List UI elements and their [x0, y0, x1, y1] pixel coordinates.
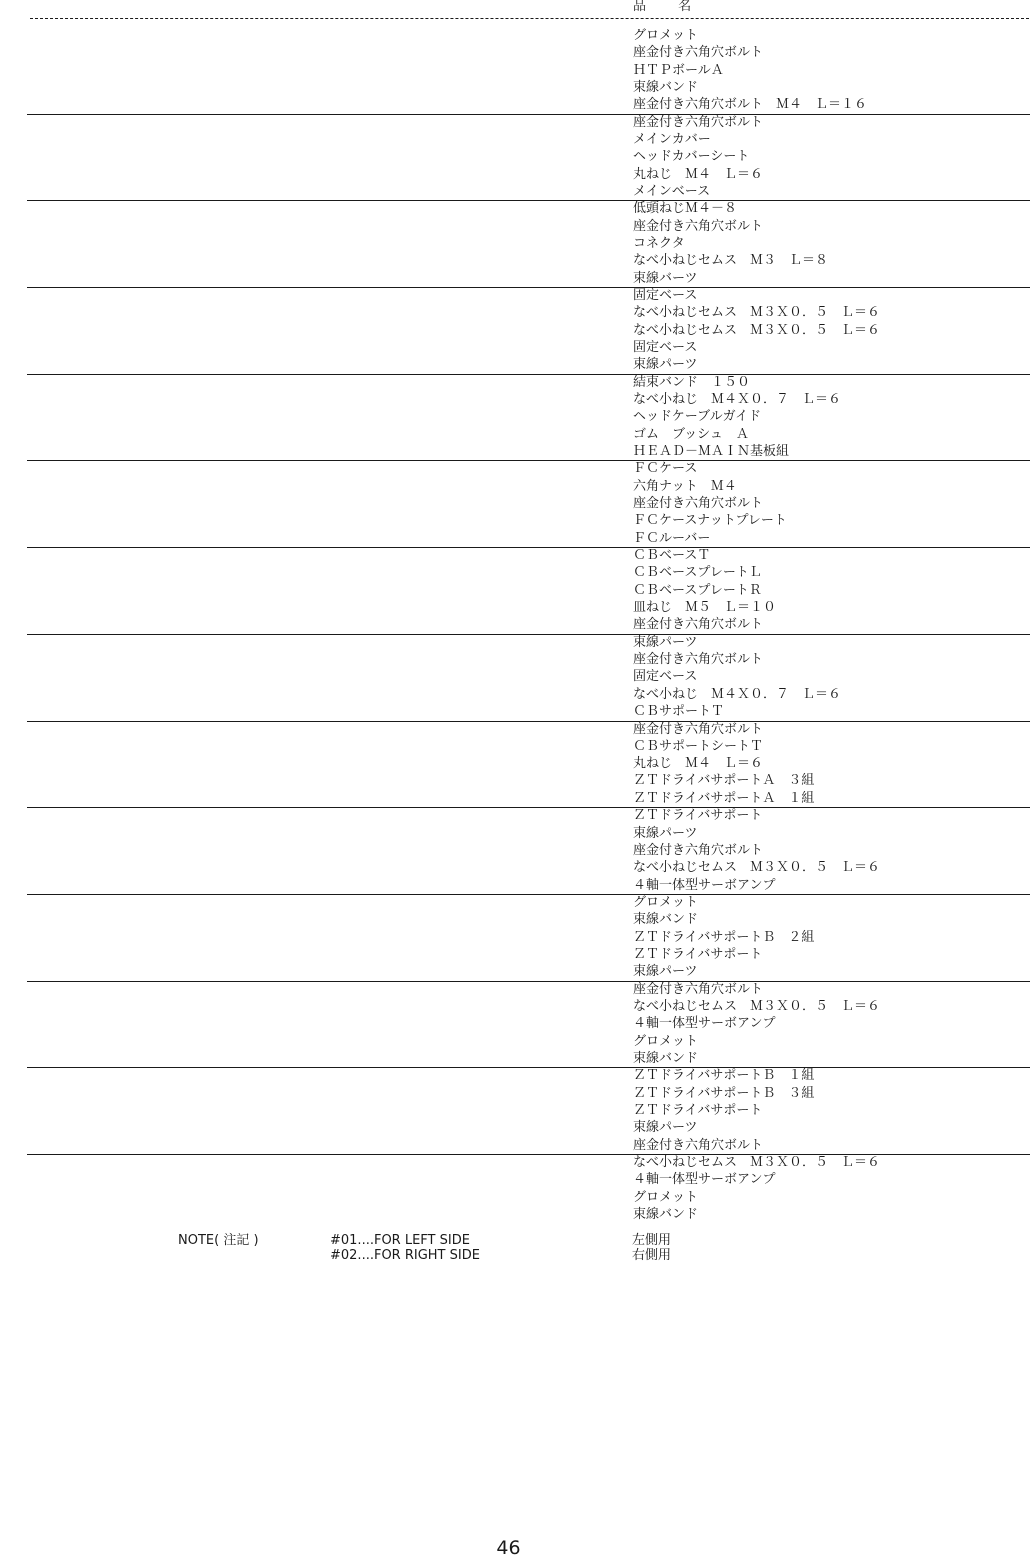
part-name-item: 束線バーツ: [633, 270, 698, 286]
part-name-item: なべ小ねじ Ｍ４Ｘ０．７ Ｌ＝６: [633, 392, 842, 408]
part-name-item: ＣＢベースＴ: [633, 548, 711, 564]
part-name-item: 座金付き六角穴ボルト: [633, 114, 764, 130]
part-name-item: メインカバー: [633, 132, 711, 148]
parts-list: [0, 27, 1031, 1241]
parts-group-items: [633, 1067, 814, 1154]
note-lines-jp: [632, 1234, 671, 1263]
part-name-item: なべ小ねじ Ｍ４Ｘ０．７ Ｌ＝６: [633, 686, 842, 702]
parts-group-items: [633, 981, 880, 1068]
parts-group-items: [633, 721, 814, 808]
part-name-item: ＦＣルーバー: [633, 530, 711, 546]
parts-group: [0, 287, 1031, 374]
part-name-item: 束線バンド: [633, 1050, 699, 1066]
part-name-item: グロメット: [633, 894, 699, 910]
group-separator-line: [27, 634, 1030, 635]
group-separator-line: [27, 114, 1030, 115]
part-name-item: ＣＢベースプレートＬ: [633, 565, 762, 581]
parts-group-items: [633, 894, 814, 981]
part-name-item: ＦＣケース: [633, 461, 698, 477]
part-name-item: 結束バンド １５０: [633, 374, 751, 390]
part-name-item: ４軸一体型サーボアンプ: [633, 877, 776, 893]
parts-group: [0, 634, 1031, 721]
part-name-item: 束線パーツ: [633, 1120, 698, 1136]
part-name-item: ＦＣケースナットプレート: [633, 513, 787, 529]
note-line-right-side: #02....FOR RIGHT SIDE: [330, 1247, 480, 1263]
parts-group-items: [633, 807, 880, 894]
parts-group-items: [633, 114, 763, 201]
part-name-item: 束線バンド: [633, 79, 699, 95]
parts-group: [0, 27, 1031, 114]
parts-group: [0, 460, 1031, 547]
part-name-item: なべ小ねじセムス Ｍ３Ｘ０．５ Ｌ＝６: [633, 998, 881, 1014]
part-name-item: 束線バンド: [633, 1206, 699, 1222]
parts-group: [0, 807, 1031, 894]
part-name-item: ４軸一体型サーボアンプ: [633, 1172, 776, 1188]
part-name-item: グロメット: [633, 1033, 699, 1049]
part-name-item: 低頭ねじＭ４－８: [633, 201, 738, 217]
part-name-item: 固定ベース: [633, 340, 698, 356]
header-dashed-rule: [30, 18, 1029, 19]
part-name-item: 座金付き六角穴ボルト: [633, 496, 764, 512]
parts-group-items: [633, 547, 776, 634]
part-name-item: 座金付き六角穴ボルト: [633, 652, 764, 668]
part-name-item: メインベース: [633, 184, 711, 199]
group-separator-line: [27, 460, 1030, 461]
part-name-item: 固定ベース: [633, 669, 698, 685]
part-name-item: 座金付き六角穴ボルト: [633, 981, 764, 997]
part-name-item: 座金付き六角穴ボルト: [633, 1137, 764, 1153]
part-name-item: ＺＴドライバサポートＢ ３組: [633, 1085, 815, 1101]
parts-group-items: [633, 27, 867, 114]
parts-group-items: [633, 1154, 880, 1223]
part-name-item: 座金付き六角穴ボルト: [633, 45, 764, 61]
part-name-item: 座金付き六角穴ボルト: [633, 721, 764, 737]
part-name-item: 座金付き六角穴ボルト: [633, 842, 764, 858]
part-name-item: ＨＥＡＤ－ＭＡＩＮ基板組: [633, 444, 790, 460]
group-separator-line: [27, 894, 1030, 895]
parts-group-items: [633, 200, 828, 287]
column-header-part-name: 品 名: [633, 0, 706, 14]
page-number: 46: [496, 1537, 521, 1559]
part-name-item: なべ小ねじセムス Ｍ３Ｘ０．５ Ｌ＝６: [633, 322, 881, 338]
parts-group: [0, 721, 1031, 808]
parts-group: [0, 114, 1031, 201]
part-name-item: 束線パーツ: [633, 357, 698, 373]
part-name-item: グロメット: [633, 1189, 699, 1205]
part-name-item: 束線パーツ: [633, 634, 698, 650]
parts-group: [0, 981, 1031, 1068]
part-name-item: ＺＴドライバサポートＢ １組: [633, 1068, 815, 1084]
part-name-item: ＺＴドライバサポート: [633, 808, 763, 824]
part-name-item: 丸ねじ Ｍ４ Ｌ＝６: [633, 166, 764, 182]
part-name-item: 六角ナット Ｍ４: [633, 478, 737, 494]
part-name-item: ＺＴドライバサポートＢ ２組: [633, 929, 815, 945]
part-name-item: 束線パーツ: [633, 825, 698, 841]
group-separator-line: [27, 547, 1030, 548]
note-label: NOTE( 注記 ): [178, 1233, 259, 1248]
part-name-item: なべ小ねじセムス Ｍ３Ｘ０．５ Ｌ＝６: [633, 305, 881, 321]
group-separator-line: [27, 200, 1030, 201]
part-name-item: ＣＢサポートＴ: [633, 704, 725, 720]
part-name-item: ＨＴＰボールＡ: [633, 62, 724, 78]
part-name-item: 座金付き六角穴ボルト: [633, 617, 764, 633]
group-separator-line: [27, 1067, 1030, 1068]
parts-group-items: [633, 287, 880, 374]
part-name-item: 束線パーツ: [633, 964, 698, 980]
note-jp-left-side: 左側用: [632, 1233, 672, 1248]
group-separator-line: [27, 721, 1030, 722]
part-name-item: なべ小ねじセムス Ｍ３ Ｌ＝８: [633, 253, 829, 269]
part-name-item: ＣＢベースプレートＲ: [633, 582, 762, 598]
note-lines: [330, 1234, 480, 1263]
part-name-item: なべ小ねじセムス Ｍ３Ｘ０．５ Ｌ＝６: [633, 1154, 881, 1170]
part-name-item: 皿ねじ Ｍ５ Ｌ＝１０: [633, 600, 777, 616]
part-name-item: 座金付き六角穴ボルト: [633, 218, 764, 234]
part-name-item: ＺＴドライバサポートＡ １組: [633, 790, 815, 806]
part-name-item: ヘッドケーブルガイド: [633, 409, 762, 425]
parts-group-items: [633, 460, 787, 547]
part-name-item: コネクタ: [633, 236, 685, 252]
part-name-item: ＺＴドライバサポート: [633, 946, 763, 962]
part-name-item: ＺＴドライバサポート: [633, 1102, 763, 1118]
note-line-left-side: #01....FOR LEFT SIDE: [330, 1233, 470, 1248]
parts-group-items: [633, 634, 841, 721]
part-name-item: 丸ねじ Ｍ４ Ｌ＝６: [633, 756, 764, 772]
part-name-item: ４軸一体型サーボアンプ: [633, 1016, 776, 1032]
part-name-item: ＺＴドライバサポートＡ ３組: [633, 773, 815, 789]
part-name-item: グロメット: [633, 28, 699, 43]
parts-group: [0, 200, 1031, 287]
parts-group: [0, 374, 1031, 461]
part-name-item: ゴム ブッシュ Ａ: [633, 426, 749, 442]
parts-group-items: [633, 374, 841, 461]
note-jp-right-side: 右側用: [632, 1247, 672, 1263]
group-separator-line: [27, 374, 1030, 375]
part-name-item: 座金付き六角穴ボルト Ｍ４ Ｌ＝１６: [633, 97, 868, 113]
parts-group: [0, 894, 1031, 981]
part-name-item: ヘッドカバーシート: [633, 149, 750, 165]
part-name-item: ＣＢサポートシートＴ: [633, 738, 764, 754]
part-name-item: なべ小ねじセムス Ｍ３Ｘ０．５ Ｌ＝６: [633, 860, 881, 876]
parts-group: [0, 1154, 1031, 1241]
part-name-item: 固定ベース: [633, 288, 698, 304]
parts-group: [0, 547, 1031, 634]
part-name-item: 束線バンド: [633, 912, 699, 928]
parts-group: [0, 1067, 1031, 1154]
